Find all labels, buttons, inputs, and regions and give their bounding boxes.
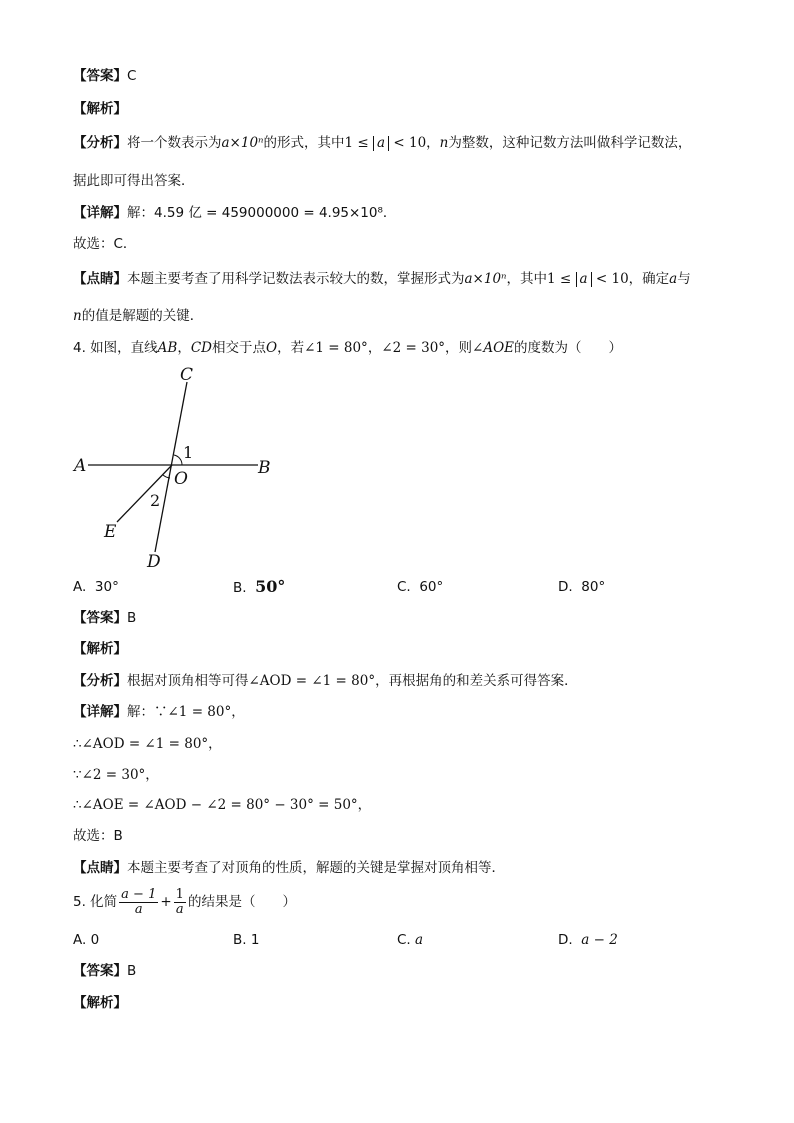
q3-dianjing-n: n	[73, 308, 82, 324]
q5-option-a-letter: A.	[73, 932, 87, 948]
q4-option-b	[233, 578, 285, 597]
q4-analysis-tag	[73, 640, 127, 658]
q4-stem-prefix: 4. 如图，直线	[73, 340, 158, 356]
ray-oe	[117, 465, 172, 522]
q4-step-4: ∴∠AOE = ∠AOD − ∠2 = 80° − 30° = 50°，	[73, 797, 372, 813]
q4-option-b-letter: B.	[233, 580, 247, 596]
q3-ineq-right: < 10	[393, 135, 427, 151]
q3-answer: C	[127, 68, 137, 84]
q4-step-2: ∴∠AOD = ∠1 = 80°，	[73, 736, 222, 752]
q4-option-a-text: 30°	[94, 579, 119, 595]
q3-dianjing-a: a	[669, 271, 678, 287]
label-o: O	[174, 469, 188, 489]
q5-option-d-letter: D.	[558, 932, 573, 948]
q3-dianjing-part1: 本题主要考查了用科学记数法表示较大的数，掌握形式为	[127, 271, 465, 287]
q3-ineq-left: 1 ≤	[344, 135, 369, 151]
q4-fenxi-part1: 根据对顶角相等可得	[127, 673, 249, 689]
label-e: E	[104, 522, 117, 542]
q4-option-b-text: 50°	[255, 577, 286, 596]
fenxi-tag: 【分析】	[73, 673, 127, 689]
q4-option-c-text: 60°	[419, 579, 444, 595]
q5-frac1-den: a	[134, 901, 143, 917]
q3-fenxi-part4: 为整数，这种记数方法叫做科学记数法，	[448, 135, 692, 151]
q4-option-a-letter: A.	[73, 579, 87, 595]
label-two: 2	[150, 491, 161, 510]
answer-tag: 【答案】	[73, 68, 127, 84]
q3-dianjing-part2: ，其中	[506, 271, 548, 287]
q3-xiangjie: 解：4.59 亿 = 459000000 = 4.95×10⁸．	[127, 205, 397, 221]
analysis-tag: 【解析】	[73, 641, 127, 657]
q3-choice: 故选：C．	[73, 236, 137, 252]
q5-stem-suffix: 的结果是（ ）	[187, 894, 296, 910]
q3-answer-line	[73, 67, 136, 85]
q4-stem-cd: CD	[190, 340, 212, 356]
q4-fenxi-part2: ，再根据角的和差关系可得答案．	[375, 673, 578, 689]
q4-option-d-text: 80°	[581, 579, 606, 595]
q4-answer: B	[127, 610, 137, 626]
q5-option-b-text: 1	[250, 932, 260, 948]
q5-answer-line	[73, 962, 136, 980]
label-one: 1	[183, 443, 194, 462]
q4-answer-line	[73, 609, 136, 627]
q3-dianjing-part3: ，确定	[628, 271, 670, 287]
label-b: B	[258, 458, 271, 478]
q5-fraction-2	[174, 888, 186, 917]
label-a: A	[74, 456, 87, 476]
xiangjie-tag: 【详解】	[73, 205, 127, 221]
q4-stem-mid1: 相交于点	[212, 340, 266, 356]
q5-option-c	[397, 931, 423, 949]
q5-plus: +	[160, 894, 172, 910]
q3-dj-abs-a: a	[576, 272, 592, 287]
q4-stem-angle1: ∠1 = 80°	[304, 340, 368, 356]
q3-dianjing-line2	[73, 307, 203, 325]
q5-frac1-num: a − 1	[121, 886, 157, 902]
q5-option-d	[558, 931, 618, 949]
answer-tag: 【答案】	[73, 610, 127, 626]
q4-option-d-letter: D.	[558, 579, 573, 595]
q5-option-d-text: a − 2	[581, 932, 618, 948]
q4-fenxi-line	[73, 672, 578, 690]
answer-tag: 【答案】	[73, 963, 127, 979]
q4-stem-ab: AB	[157, 340, 178, 356]
q3-fenxi-part3: ，	[426, 135, 440, 151]
q3-dianjing-line2-text: 的值是解题的关键．	[81, 308, 204, 324]
label-c: C	[180, 365, 194, 385]
q4-figure	[60, 360, 290, 575]
q3-fenxi-line	[73, 134, 691, 152]
q5-frac2-num: 1	[175, 886, 184, 902]
q4-stem-mid4: ，则	[445, 340, 473, 356]
q4-stem-mid3: ，	[367, 340, 382, 356]
q5-stem-prefix: 5. 化简	[73, 894, 118, 910]
q3-xiangjie-line	[73, 204, 396, 222]
q3-dianjing-part4: 与	[677, 271, 691, 287]
q5-option-b	[233, 931, 259, 949]
q3-analysis-tag	[73, 100, 127, 118]
angle-1-arc	[174, 455, 182, 465]
q3-dianjing-line	[73, 270, 691, 288]
dianjing-tag: 【点睛】	[73, 860, 127, 876]
q4-stem-suffix: 的度数为（ ）	[514, 340, 623, 356]
dianjing-tag: 【点睛】	[73, 271, 127, 287]
q5-analysis-tag	[73, 994, 127, 1012]
q5-option-a	[73, 931, 99, 949]
q4-stem-o: O	[266, 340, 278, 356]
q5-stem	[73, 885, 296, 919]
q4-choice: 故选：B	[73, 828, 123, 844]
q4-stem-aoe: ∠AOE	[472, 340, 515, 356]
analysis-tag: 【解析】	[73, 101, 127, 117]
q4-stem-sep: ，	[177, 340, 191, 356]
q5-fraction-1	[119, 888, 158, 917]
q3-fenxi-line2: 据此即可得出答案．	[73, 173, 195, 189]
q3-fenxi-expr: a×10ⁿ	[221, 135, 264, 151]
q5-option-a-text: 0	[90, 932, 100, 948]
label-d: D	[147, 552, 161, 572]
fenxi-tag: 【分析】	[73, 135, 127, 151]
q3-dj-ineq-right: < 10	[595, 271, 629, 287]
q5-option-c-letter: C.	[397, 932, 411, 948]
q4-stem-angle2: ∠2 = 30°	[381, 340, 446, 356]
q4-dianjing: 本题主要考查了对顶角的性质，解题的关键是掌握对顶角相等．	[127, 860, 505, 876]
q4-xiangjie-line	[73, 703, 245, 721]
q4-option-d	[558, 578, 605, 596]
q5-frac2-den: a	[175, 901, 184, 917]
q4-fenxi-expr: ∠AOD = ∠1 = 80°	[248, 673, 376, 689]
q3-dianjing-expr: a×10ⁿ	[464, 271, 507, 287]
q3-fenxi-part1: 将一个数表示为	[127, 135, 222, 151]
q5-option-c-text: a	[415, 932, 424, 948]
q3-fenxi-n: n	[439, 135, 449, 151]
q4-dianjing-line	[73, 859, 505, 877]
q4-option-c	[397, 578, 443, 596]
q3-abs-a: a	[373, 136, 389, 151]
xiangjie-tag: 【详解】	[73, 704, 127, 720]
line-cd	[155, 382, 187, 552]
q3-fenxi-part2: 的形式，其中	[263, 135, 345, 151]
q4-option-a	[73, 578, 119, 596]
q4-option-c-letter: C.	[397, 579, 411, 595]
q5-answer: B	[127, 963, 137, 979]
q4-stem	[73, 339, 622, 357]
q4-step-3: ∵∠2 = 30°，	[73, 767, 159, 783]
analysis-tag: 【解析】	[73, 995, 127, 1011]
q4-xiangjie-line1: 解：∵∠1 = 80°，	[127, 704, 245, 720]
q4-stem-mid2: ，若	[277, 340, 305, 356]
q3-dj-ineq-left: 1 ≤	[547, 271, 572, 287]
q5-option-b-letter: B.	[233, 932, 247, 948]
